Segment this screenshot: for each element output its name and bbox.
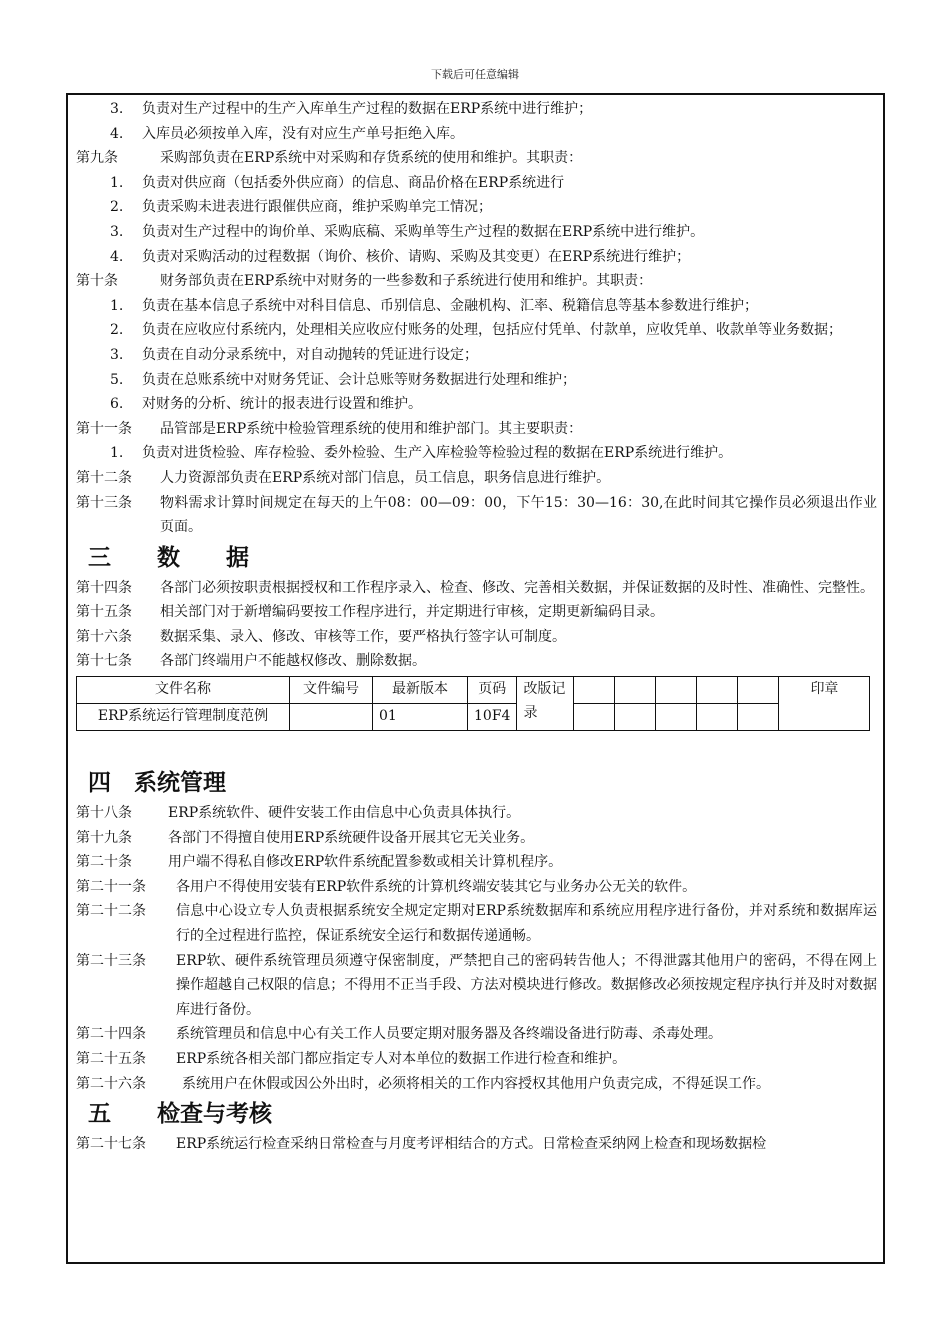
article-text: 采购部负责在ERP系统中对采购和存货系统的使用和维护。其职责：: [160, 150, 583, 167]
list-item: [76, 294, 877, 319]
article-label: 第十五条: [76, 604, 132, 621]
list-item: [76, 220, 877, 245]
list-item: [76, 122, 877, 147]
revision-cell: [615, 704, 656, 731]
list-item: [76, 441, 877, 466]
section-title-3: 三 数 据: [88, 543, 249, 571]
revision-cell: [738, 677, 779, 704]
item-text: 负责对供应商（包括委外供应商）的信息、商品价格在ERP系统进行: [142, 174, 565, 191]
article-label: 第十二条: [76, 469, 132, 486]
item-text: 负责对生产过程中的询价单、采购底稿、采购单等生产过程的数据在ERP系统中进行维护。: [142, 223, 705, 240]
article-text: 各用户不得使用安装有ERP软件系统的计算机终端安装其它与业务办公无关的软件。: [176, 878, 697, 895]
article-text: 人力资源部负责在ERP系统对部门信息，员工信息，职务信息进行维护。: [160, 469, 611, 486]
article-label: 第十七条: [76, 653, 132, 670]
item-text: 入库员必须按单入库，没有对应生产单号拒绝入库。: [142, 125, 464, 142]
article-20: [76, 850, 877, 875]
article-label: 第二十五条: [76, 1051, 146, 1067]
article-text: ERP系统运行检查采纳日常检查与月度考评相结合的方式。日常检查采纳网上检查和现场数据检: [176, 1136, 767, 1153]
article-label: 第十八条: [76, 805, 132, 822]
revision-cell: [615, 677, 656, 704]
article-label: 第十四条: [76, 579, 132, 596]
item-number: 2.: [110, 322, 124, 339]
document-frame: [66, 93, 885, 1264]
header-file-name: 文件名称: [77, 677, 290, 704]
article-text: 财务部负责在ERP系统中对财务的一些参数和子系统进行使用和维护。其职责：: [160, 273, 653, 290]
article-label: 第二十七条: [76, 1136, 146, 1153]
item-number: 1.: [110, 297, 124, 314]
item-number: 5.: [110, 371, 124, 388]
revision-cell: [697, 704, 738, 731]
section-title-5: 五 检查与考核: [88, 1100, 272, 1128]
article-11: [76, 417, 877, 442]
list-item: [76, 171, 877, 196]
item-text: 负责采购未进表进行跟催供应商，维护采购单完工情况；: [142, 199, 492, 216]
article-12: [76, 466, 877, 491]
article-15: [76, 600, 877, 625]
value-file-name: ERP系统运行管理制度范例: [77, 704, 290, 731]
article-text: 各部门必须按职责根据授权和工作程序录入、检查、修改、完善相关数据，并保证数据的及时性、准确性、完整性。: [160, 579, 874, 596]
article-label: 第二十二条: [76, 903, 146, 920]
article-text: 数据采集、录入、修改、审核等工作，要严格执行签字认可制度。: [160, 628, 566, 645]
item-number: 6.: [110, 396, 124, 413]
article-label: 第十一条: [76, 420, 132, 437]
list-item: [76, 245, 877, 270]
header-page: 页码: [468, 677, 517, 704]
article-25: [76, 1047, 877, 1072]
list-item: [76, 195, 877, 220]
document-info-table: [76, 676, 870, 731]
item-text: 负责在基本信息子系统中对科目信息、币别信息、金融机构、汇率、税籍信息等基本参数进行维护；: [142, 297, 758, 314]
article-label: 第十条: [76, 273, 118, 290]
list-item: [76, 97, 877, 122]
value-file-number: [290, 704, 373, 731]
article-18: [76, 801, 877, 826]
item-text: 负责对生产过程中的生产入库单生产过程的数据在ERP系统中进行维护；: [142, 101, 593, 117]
item-text: 对财务的分析、统计的报表进行设置和维护。: [142, 396, 422, 413]
article-label: 第十九条: [76, 829, 132, 846]
article-16: [76, 625, 877, 650]
item-number: 3.: [110, 223, 124, 240]
article-text: 相关部门对于新增编码要按工作程序进行，并定期进行审核，定期更新编码目录。: [160, 604, 664, 621]
article-text: 各部门不得擅自使用ERP系统硬件设备开展其它无关业务。: [168, 829, 535, 846]
article-text: 系统管理员和信息中心有关工作人员要定期对服务器及各终端设备进行防毒、杀毒处理。: [176, 1026, 722, 1043]
article-text: ERP系统各相关部门都应指定专人对本单位的数据工作进行检查和维护。: [176, 1051, 627, 1067]
section-title-4: 四 系统管理: [88, 769, 226, 797]
item-text: 负责在应收应付系统内，处理相关应收应付账务的处理，包括应付凭单、付款单，应收凭单、收款单等业务数据；: [142, 322, 842, 339]
value-page: 10F4: [468, 704, 517, 731]
article-24: [76, 1022, 877, 1047]
header-revision-record: 改版记录: [517, 677, 574, 731]
article-text: 信息中心设立专人负责根据系统安全规定定期对ERP系统数据库和系统应用程序进行备份，并对系统和数据库运行的全过程进行监控，保证系统安全运行和数据传递通畅。: [176, 903, 877, 945]
article-14: [76, 576, 877, 601]
article-26: [76, 1072, 877, 1097]
article-23: [76, 949, 877, 1023]
revision-cell: [574, 677, 615, 704]
article-19: [76, 826, 877, 851]
article-text: ERP系统软件、硬件安装工作由信息中心负责具体执行。: [168, 805, 521, 822]
article-text: 各部门终端用户不能越权修改、删除数据。: [160, 653, 426, 670]
article-label: 第二十四条: [76, 1026, 146, 1043]
article-text: 品管部是ERP系统中检验管理系统的使用和维护部门。其主要职责：: [160, 420, 583, 437]
revision-cell: [656, 677, 697, 704]
article-text: 物料需求计算时间规定在每天的上午08：00—09：00，下午15：30—16：30,在此时间其它操作员必须退出作业页面。: [160, 494, 877, 536]
article-13: [76, 491, 877, 540]
article-label: 第二十六条: [76, 1075, 146, 1092]
item-text: 负责在自动分录系统中，对自动抛转的凭证进行设定；: [142, 346, 478, 363]
article-9: [76, 146, 877, 171]
header-file-number: 文件编号: [290, 677, 373, 704]
article-17: [76, 649, 877, 674]
revision-cell: [738, 704, 779, 731]
item-text: 负责对进货检验、库存检验、委外检验、生产入库检验等检验过程的数据在ERP系统进行维护。: [142, 445, 733, 462]
article-label: 第十六条: [76, 628, 132, 645]
article-22: [76, 899, 877, 948]
list-item: [76, 318, 877, 343]
item-number: 1.: [110, 174, 124, 191]
revision-cell: [574, 704, 615, 731]
item-number: 4.: [110, 125, 124, 142]
item-number: 3.: [110, 346, 124, 363]
article-27: [76, 1132, 877, 1157]
spacer: [76, 731, 877, 765]
item-text: 负责在总账系统中对财务凭证、会计总账等财务数据进行处理和维护；: [142, 371, 576, 388]
article-text: 用户端不得私自修改ERP软件系统配置参数或相关计算机程序。: [168, 854, 563, 871]
list-item: [76, 392, 877, 417]
item-number: 3.: [110, 101, 124, 117]
article-label: 第二十三条: [76, 952, 146, 969]
item-text: 负责对采购活动的过程数据（询价、核价、请购、采购及其变更）在ERP系统进行维护；: [142, 248, 691, 265]
header-seal: 印章: [779, 677, 870, 731]
list-item: [76, 368, 877, 393]
value-latest-version: 01: [373, 704, 468, 731]
article-text: ERP软、硬件系统管理员须遵守保密制度，严禁把自己的密码转告他人；不得泄露其他用户的密码，不得在网上操作超越自己权限的信息；不得用不正当手段、方法对模块进行修改。数据修改必须按规定程序执行并及时对数据库进行备份。: [176, 952, 877, 1018]
article-label: 第二十一条: [76, 878, 146, 895]
article-21: [76, 875, 877, 900]
revision-cell: [697, 677, 738, 704]
article-text: 系统用户在休假或因公外出时，必须将相关的工作内容授权其他用户负责完成，不得延误工作。: [182, 1075, 770, 1092]
article-label: 第二十条: [76, 854, 132, 871]
list-item: [76, 343, 877, 368]
header-latest-version: 最新版本: [373, 677, 468, 704]
header-note: 下载后可任意编辑: [431, 68, 519, 81]
article-label: 第十三条: [76, 494, 132, 511]
item-number: 2.: [110, 199, 124, 216]
item-number: 1.: [110, 445, 124, 462]
article-label: 第九条: [76, 150, 118, 167]
item-number: 4.: [110, 248, 124, 265]
revision-cell: [656, 704, 697, 731]
article-10: [76, 269, 877, 294]
